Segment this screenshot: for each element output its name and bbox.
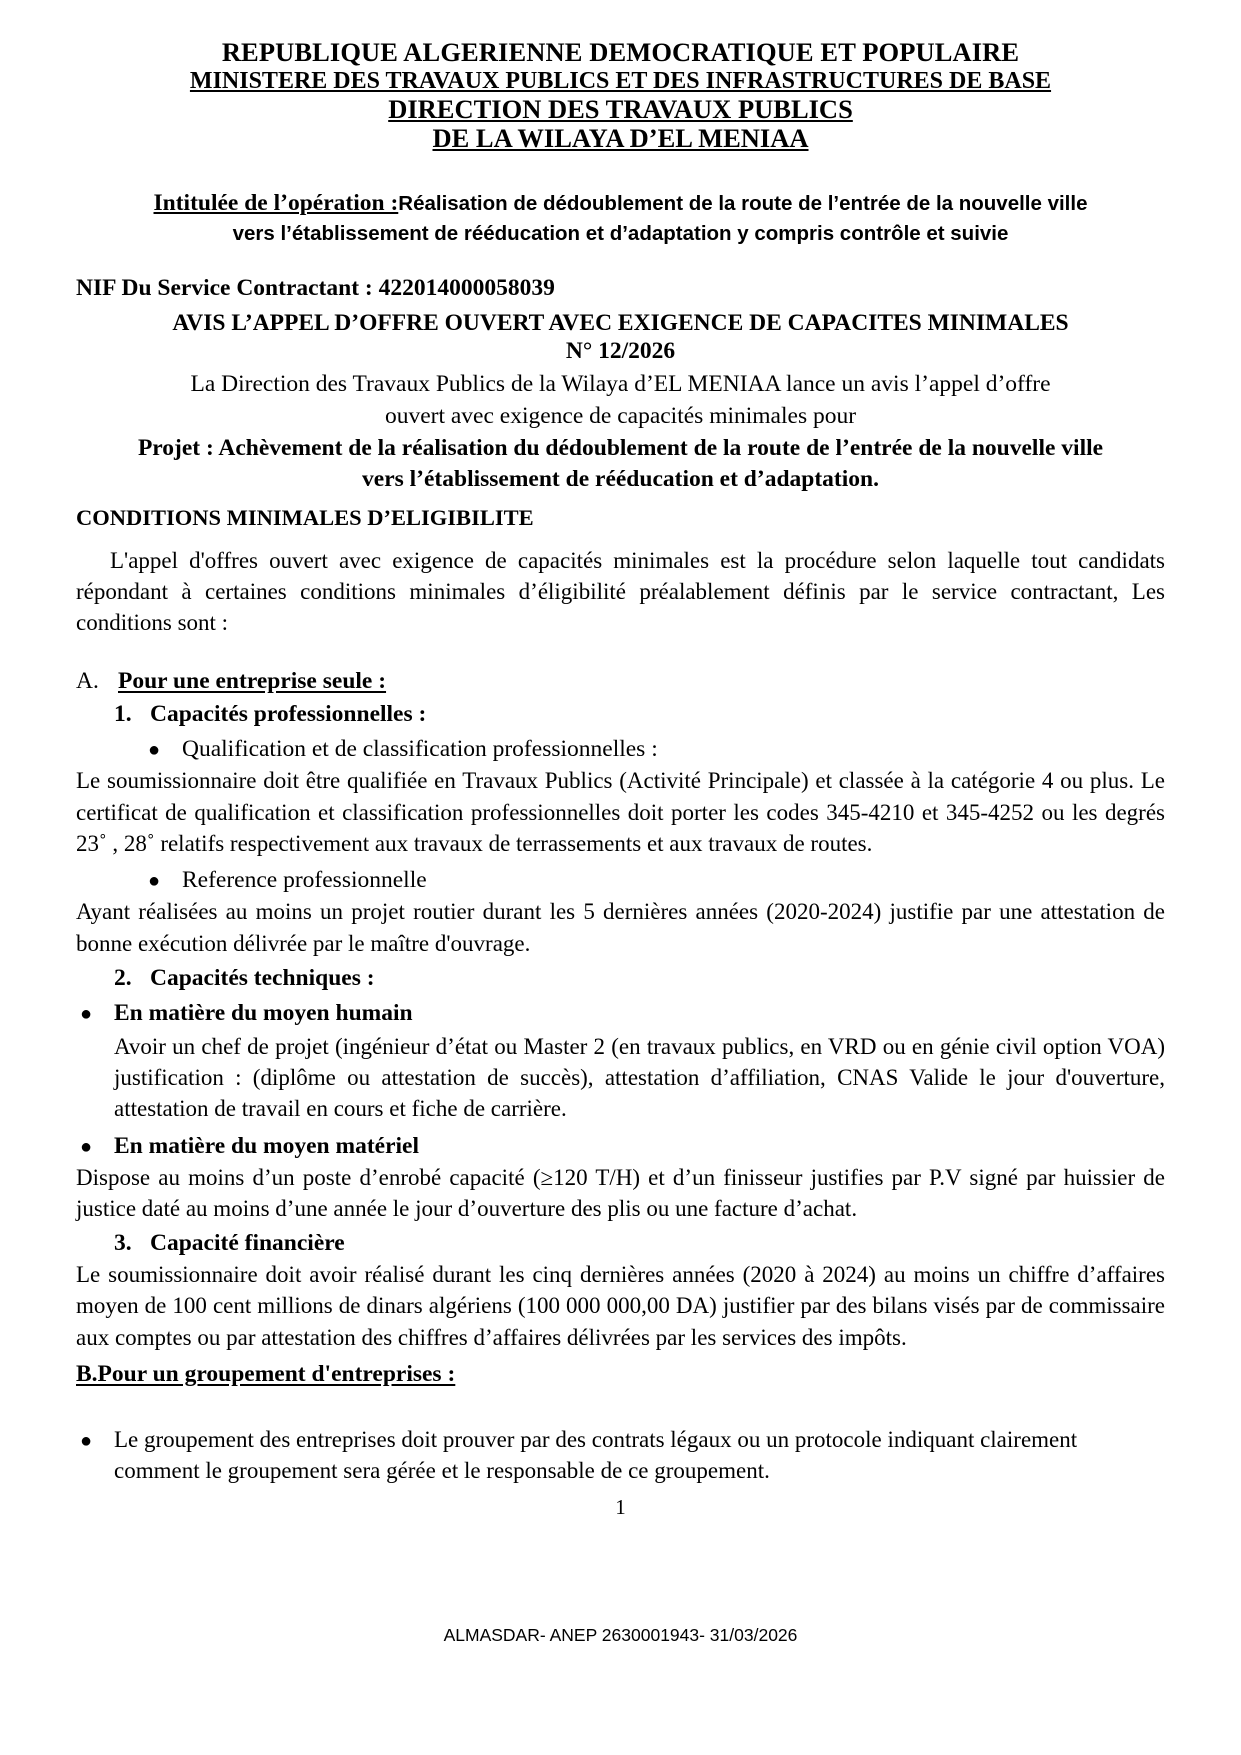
section-a-item3-marker: 3. [114,1230,132,1257]
anep-reference: ALMASDAR- ANEP 2630001943- 31/03/2026 [443,1625,798,1645]
reference-paragraph: Ayant réalisées au moins un projet routier durant les 5 dernières années (2020-2024) justifie par une attestation de bonne exécution délivrée par le maître d'ouvrage. [76,899,1165,956]
operation-title-block [76,188,1165,247]
operation-text-line1: Réalisation de dédoublement de la route de l’entrée de la nouvelle ville [398,191,1088,215]
project-line1: Projet : Achèvement de la réalisation du dédoublement de la route de l’entrée de la nouvelle ville [137,434,1104,461]
header-line-ministry: MINISTERE DES TRAVAUX PUBLICS ET DES INFRASTRUCTURES DE BASE [189,67,1052,94]
section-a-item1-heading [114,701,1165,728]
bullet-icon: ● [148,870,161,893]
section-a-item2-marker: 2. [114,964,132,991]
reference-bullet [148,867,1165,894]
material-means-label: En matière du moyen matériel [114,1132,420,1159]
bullet-icon: ● [80,1135,93,1158]
document-header [76,38,1165,154]
header-line-direction: DIRECTION DES TRAVAUX PUBLICS [388,93,853,124]
project-line2: vers l’établissement de rééducation et d’adaptation. [362,466,879,493]
qualification-bullet [148,736,1165,763]
section-a-heading [76,668,1165,695]
section-a-item3-title: Capacité financière [150,1230,345,1257]
notice-number: N° 12/2026 [565,338,676,365]
header-line-republic: REPUBLIQUE ALGERIENNE DEMOCRATIQUE ET POPULAIRE [221,37,1020,67]
notice-lead-line2: ouvert avec exigence de capacités minimales pour [384,403,857,430]
grouping-bullet [80,1424,1165,1487]
bullet-icon: ● [80,1002,93,1025]
section-a-item2-heading [114,965,1165,992]
notice-lead-line1: La Direction des Travaux Publics de la Wilaya d’EL MENIAA lance un avis l’appel d’offre [190,370,1051,397]
section-a-marker: A. [76,668,99,695]
qualification-paragraph: Le soumissionnaire doit être qualifiée en Travaux Publics (Activité Principale) et classée à la catégorie 4 ou plus. Le certificat de qualification et classification professionnelles doit porter les codes 345-4210 et 345-4252 ou les degrés 23˚ , 28˚ relatifs respectivement aux travaux de terrassements et aux travaux de routes. [76,768,1165,857]
human-means-label: En matière du moyen humain [114,999,413,1026]
page-number: 1 [615,1495,626,1519]
bullet-icon: ● [80,1429,93,1452]
nif-line: NIF Du Service Contractant : 422014000058039 [76,275,555,302]
section-b-heading [76,1361,1165,1388]
reference-bullet-label: Reference professionnelle [182,867,427,894]
material-means-bullet [80,1133,1165,1160]
operation-text-line2: vers l’établissement de rééducation et d’adaptation y compris contrôle et suivie [232,221,1009,245]
section-a-item1-marker: 1. [114,701,132,728]
header-line-wilaya: DE LA WILAYA D’EL MENIAA [432,123,809,154]
section-a-item3-heading [114,1230,1165,1257]
qualification-bullet-label: Qualification et de classification professionnelles : [182,736,658,763]
operation-label: Intitulée de l’opération : [153,189,399,216]
section-a-title: Pour une entreprise seule : [118,668,387,695]
notice-title: AVIS L’APPEL D’OFFRE OUVERT AVEC EXIGENCE DE CAPACITES MINIMALES [172,310,1069,337]
human-means-paragraph: Avoir un chef de projet (ingénieur d’état ou Master 2 (en travaux publics, en VRD ou en génie civil option VOA) justification : (diplôme ou attestation de succès), attestation d’affiliation, CNAS Valide le jour d'ouverture, attestation de travail en cours et fiche de carrière. [114,1033,1165,1122]
section-a-item1-title: Capacités professionnelles : [150,701,427,728]
material-means-paragraph: Dispose au moins d’un poste d’enrobé capacité (≥120 T/H) et d’un finisseur justifies par P.V signé par huissier de justice daté au moins d’une année le jour d’ouverture des plis ou une facture d’achat. [76,1164,1165,1221]
bullet-icon: ● [148,739,161,762]
section-a-item2-title: Capacités techniques : [150,964,375,991]
conditions-intro-paragraph: L'appel d'offres ouvert avec exigence de capacités minimales est la procédure selon laquelle tout candidats répondant à certaines conditions minimales d’éligibilité préalablement définis par le service contractant, Les conditions sont : [76,547,1165,636]
section-b-title: B.Pour un groupement d'entreprises : [76,1360,456,1387]
financial-capacity-paragraph: Le soumissionnaire doit avoir réalisé durant les cinq dernières années (2020 à 2024) au moins un chiffre d’affaires moyen de 100 cent millions de dinars algériens (100 000 000,00 DA) justifier par des bilans visés par de commissaire aux comptes ou par attestation des chiffres d’affaires délivrées par les services des impôts. [76,1262,1165,1350]
grouping-paragraph: Le groupement des entreprises doit prouver par des contrats légaux ou un protocole indiquant clairement comment le groupement sera gérée et le responsable de ce groupement. [114,1426,1078,1484]
human-means-bullet [80,1000,1165,1027]
conditions-heading: CONDITIONS MINIMALES D’ELIGIBILITE [76,504,534,530]
